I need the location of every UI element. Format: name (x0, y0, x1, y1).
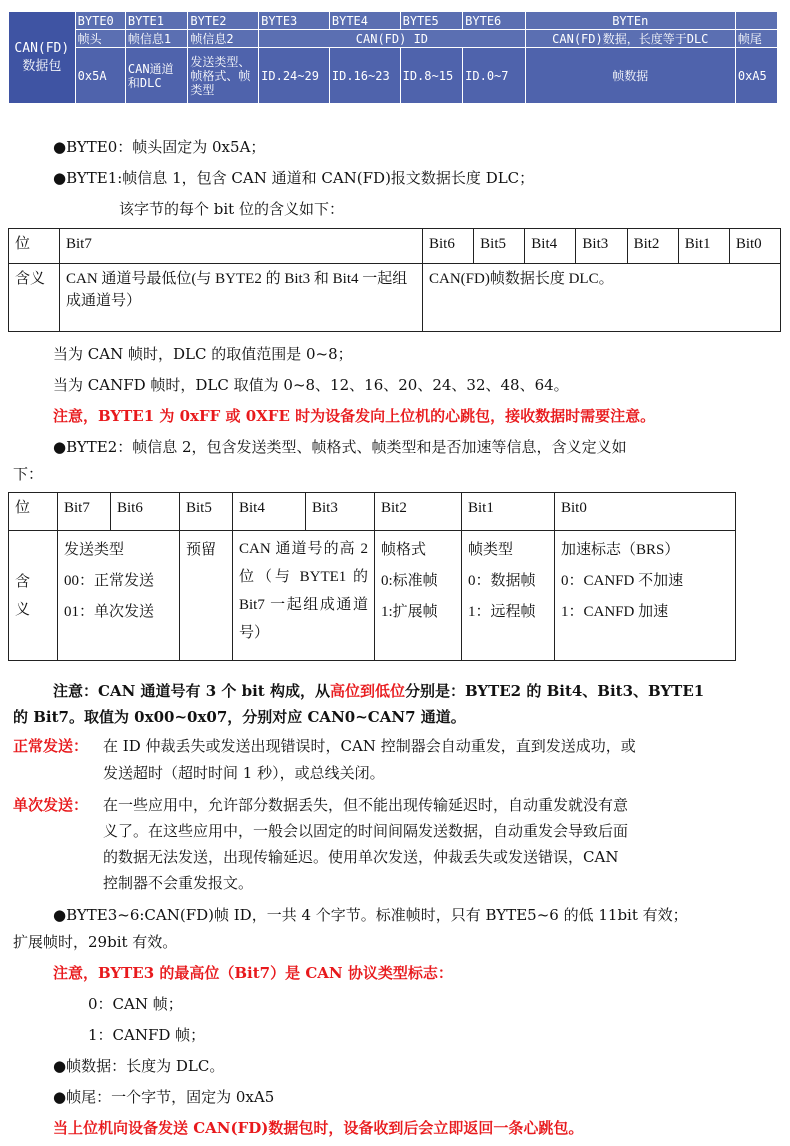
frame-cell-byte1-value: CAN通道和DLC (125, 48, 188, 104)
byte36-description: ●BYTE3~6:CAN(FD)帧 ID，一共 4 个字节。标准帧时，只有 BYTE5~6 的低 11bit 有效； (53, 906, 688, 924)
byte2-description: ●BYTE2：帧信息 2，包含发送类型、帧格式、帧类型和是否加速等信息，含义定义如 (53, 438, 627, 456)
frame-col-tail (735, 12, 777, 30)
frame-cell-byte0-value: 0x5A (75, 48, 125, 104)
frame-col-byten: BYTEn (525, 12, 735, 30)
normal-send-label: 正常发送： (13, 737, 89, 755)
dlc-can-range: 当为 CAN 帧时，DLC 的取值范围是 0~8； (53, 345, 353, 363)
t2-frame-format (375, 531, 462, 661)
frame-cell-data-desc: CAN(FD)数据，长度等于DLC (525, 30, 735, 48)
t1-header-bit0: Bit0 (729, 229, 780, 264)
frame-col-byte4: BYTE4 (329, 12, 400, 30)
frame-cell-byte2-desc: 帧信息2 (188, 30, 259, 48)
single-send-label: 单次发送： (13, 796, 89, 814)
normal-send-line2: 发送超时（超时时间 1 秒），或总线关闭。 (103, 764, 385, 782)
frame-data-description: ●帧数据：长度为 DLC。 (53, 1057, 225, 1075)
frame-col-byte5: BYTE5 (400, 12, 463, 30)
frame-col-byte6: BYTE6 (463, 12, 526, 30)
t1-header-bit1: Bit1 (678, 229, 729, 264)
frame-cell-byte1-desc: 帧信息1 (125, 30, 188, 48)
single-send-line1: 在一些应用中，允许部分数据丢失，但不能出现传输延迟时，自动重发就没有意 (103, 796, 629, 814)
t2-frame-type-title: 帧类型 (468, 542, 514, 558)
t2-frame-format-ext: 1:扩展帧 (381, 604, 438, 620)
frame-cell-byte3-value: ID.24~29 (259, 48, 330, 104)
byte0-description: ●BYTE0：帧头固定为 0x5A； (53, 138, 266, 156)
frame-cell-byte6-value: ID.0~7 (463, 48, 526, 104)
t1-header-bit5: Bit5 (474, 229, 525, 264)
t2-header-bit7: Bit7 (58, 493, 111, 531)
normal-send-line1: 在 ID 仲裁丢失或发送出现错误时，CAN 控制器会自动重发，直到发送成功，或 (103, 737, 636, 755)
t2-header-bit0: Bit0 (555, 493, 736, 531)
byte2-description-cont: 下： (13, 465, 44, 483)
t2-header-bit2: Bit2 (375, 493, 462, 531)
single-send-line2: 义了。在这些应用中，一般会以固定的时间间隔发送数据，自动重发会导致后面 (103, 822, 629, 840)
t2-header-position: 位 (9, 493, 58, 531)
t2-send-type-single: 01：单次发送 (64, 604, 155, 620)
t2-header-bit6: Bit6 (111, 493, 180, 531)
t1-header-bit3: Bit3 (576, 229, 627, 264)
protocol-can: 0：CAN 帧； (88, 995, 183, 1013)
t1-header-bit2: Bit2 (627, 229, 678, 264)
frame-cell-tail-value: 0xA5 (735, 48, 777, 104)
t1-header-bit7: Bit7 (60, 229, 423, 264)
t2-meaning-label (9, 531, 58, 661)
frame-tail-description: ●帧尾：一个字节，固定为 0xA5 (53, 1088, 275, 1106)
t2-frame-format-std: 0:标准帧 (381, 573, 438, 589)
byte1-description: ●BYTE1:帧信息 1，包含 CAN 通道和 CAN(FD)报文数据长度 DLC； (53, 169, 535, 187)
dlc-canfd-range: 当为 CANFD 帧时，DLC 取值为 0~8、12、16、20、24、32、48、64。 (53, 376, 569, 394)
heartbeat-return-note: 当上位机向设备发送 CAN(FD)数据包时，设备收到后会立即返回一条心跳包。 (53, 1119, 584, 1137)
frame-cell-byte5-value: ID.8~15 (400, 48, 463, 104)
t2-send-type (58, 531, 180, 661)
t2-header-bit4: Bit4 (233, 493, 306, 531)
frame-col-byte0: BYTE0 (75, 12, 125, 30)
t2-brs (555, 531, 736, 661)
t2-frame-type-remote: 1：远程帧 (468, 604, 536, 620)
frame-cell-data-value: 帧数据 (525, 48, 735, 104)
t2-meaning-label-text: 含义 (15, 573, 31, 618)
byte36-description-cont: 扩展帧时，29bit 有效。 (13, 933, 178, 951)
channel-note-b: 分别是：BYTE2 的 Bit4、Bit3、BYTE1 (404, 682, 705, 700)
frame-row-header: CAN(FD)数据包 (9, 12, 76, 104)
frame-col-byte1: BYTE1 (125, 12, 188, 30)
t1-meaning-dlc: CAN(FD)帧数据长度 DLC。 (423, 264, 781, 332)
t2-send-type-title: 发送类型 (64, 542, 125, 558)
frame-structure-table (8, 11, 778, 104)
t2-send-type-normal: 00：正常发送 (64, 573, 155, 589)
t2-frame-format-title: 帧格式 (381, 542, 427, 558)
byte2-bit-table (8, 492, 736, 661)
channel-note (53, 680, 704, 702)
t1-header-bit6: Bit6 (423, 229, 474, 264)
single-send-line3: 的数据无法发送，出现传输延迟。使用单次发送，仲裁丢失或发送错误，CAN (103, 848, 619, 866)
t2-header-bit1: Bit1 (462, 493, 555, 531)
frame-cell-byte0-desc: 帧头 (75, 30, 125, 48)
byte1-bit-table (8, 228, 781, 332)
t2-brs-off: 0：CANFD 不加速 (561, 573, 684, 589)
channel-note-red: 高位到低位 (329, 682, 405, 700)
t1-meaning-bit7: CAN 通道号最低位(与 BYTE2 的 Bit3 和 Bit4 一起组成通道号） (60, 264, 423, 332)
frame-col-byte3: BYTE3 (259, 12, 330, 30)
t2-brs-on: 1：CANFD 加速 (561, 604, 669, 620)
frame-cell-tail-desc: 帧尾 (735, 30, 777, 48)
frame-cell-byte2-value: 发送类型、帧格式、帧类型 (188, 48, 259, 104)
t2-frame-type (462, 531, 555, 661)
t2-reserved: 预留 (180, 531, 233, 661)
frame-cell-id-desc: CAN(FD) ID (259, 30, 526, 48)
channel-note-line2: 的 Bit7。取值为 0x00~0x07，分别对应 CAN0~CAN7 通道。 (13, 708, 466, 726)
t2-header-bit3: Bit3 (306, 493, 375, 531)
single-send-line4: 控制器不会重发报文。 (103, 874, 254, 892)
channel-note-a: 注意：CAN 通道号有 3 个 bit 构成，从 (53, 682, 330, 700)
t1-header-bit4: Bit4 (525, 229, 576, 264)
frame-col-byte2: BYTE2 (188, 12, 259, 30)
t2-header-bit5: Bit5 (180, 493, 233, 531)
t1-header-position: 位 (9, 229, 60, 264)
t2-brs-title: 加速标志（BRS） (561, 542, 680, 558)
t2-frame-type-data: 0：数据帧 (468, 573, 536, 589)
byte1-bit-intro: 该字节的每个 bit 位的含义如下： (119, 200, 344, 218)
frame-cell-byte4-value: ID.16~23 (329, 48, 400, 104)
t1-meaning-label: 含义 (9, 264, 60, 332)
heartbeat-note: 注意，BYTE1 为 0xFF 或 0XFE 时为设备发向上位机的心跳包，接收数据时需要注意。 (53, 407, 656, 425)
byte3-protocol-note: 注意，BYTE3 的最高位（Bit7）是 CAN 协议类型标志： (53, 964, 453, 982)
t2-channel-high: CAN 通道号的高 2 位（与 BYTE1 的 Bit7 一起组成通道号） (233, 531, 375, 661)
protocol-canfd: 1：CANFD 帧； (88, 1026, 206, 1044)
